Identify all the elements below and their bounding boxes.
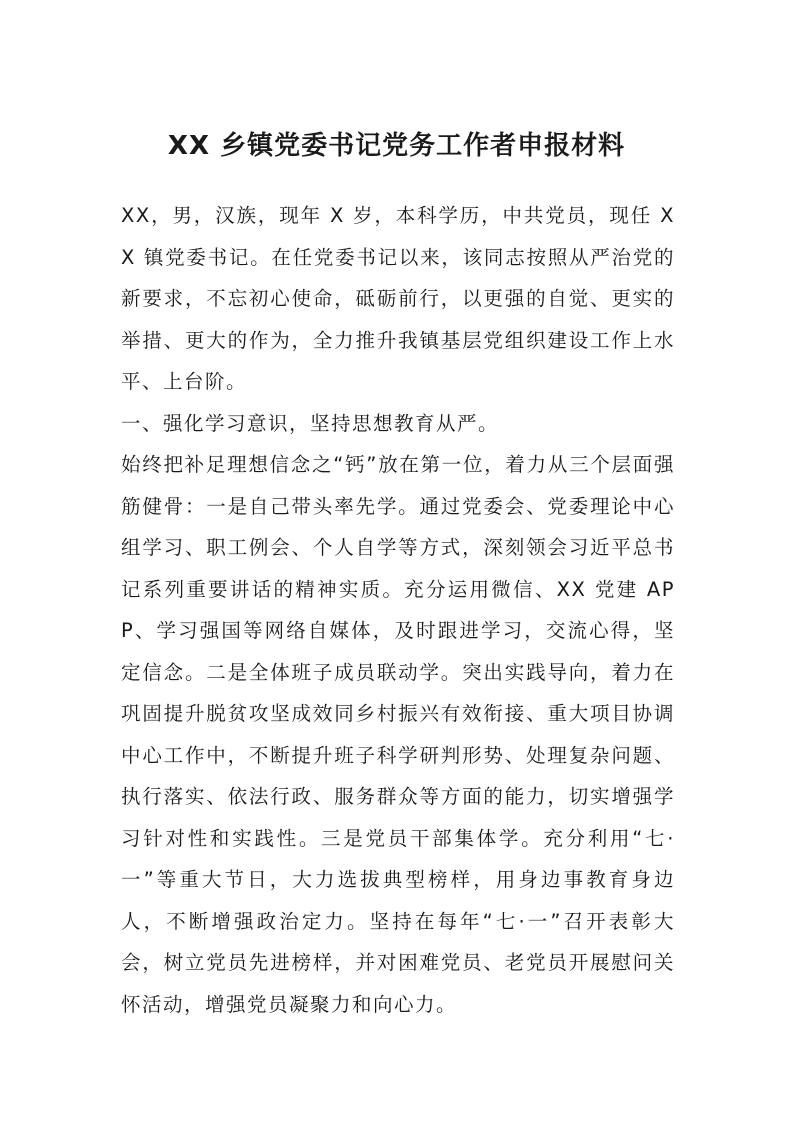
document-body [121,195,675,1025]
document-title: XX 乡镇党委书记党务工作者申报材料 [167,131,626,161]
paragraph-section-1: 始终把补足理想信念之“钙”放在第一位，着力从三个层面强筋健骨：一是自己带头率先学。通过党委会、党委理论中心组学习、职工例会、个人自学等方式，深刻领会习近平总书记系列重要讲话的精神实质。充分运用微信、XX 党建 APP、学习强国等网络自媒体，及时跟进学习，交流心得，坚定信念。二是全体班子成员联动学。突出实践导向，着力在巩固提升脱贫攻坚成效同乡村振兴有效衔接、重大项目协调中心工作中，不断提升班子科学研判形势、处理复杂问题、执行落实、依法行政、服务群众等方面的能力，切实增强学习针对性和实践性。三是党员干部集体学。充分利用“七·一”等重大节日，大力选拔典型榜样，用身边事教育身边人，不断增强政治定力。坚持在每年“七·一”召开表彰大会，树立党员先进榜样，并对困难党员、老党员开展慰问关怀活动，增强党员凝聚力和向心力。 [121,453,675,1016]
section-heading-1: 一、强化学习意识，坚持思想教育从严。 [121,411,500,435]
paragraph-intro: XX，男，汉族，现年 X 岁，本科学历，中共党员，现任 XX 镇党委书记。在任党委书记以来，该同志按照从严治党的新要求，不忘初心使命，砥砺前行，以更强的自觉、更实的举措、更大的作为，全力推升我镇基层党组织建设工作上水平、上台阶。 [121,204,675,393]
